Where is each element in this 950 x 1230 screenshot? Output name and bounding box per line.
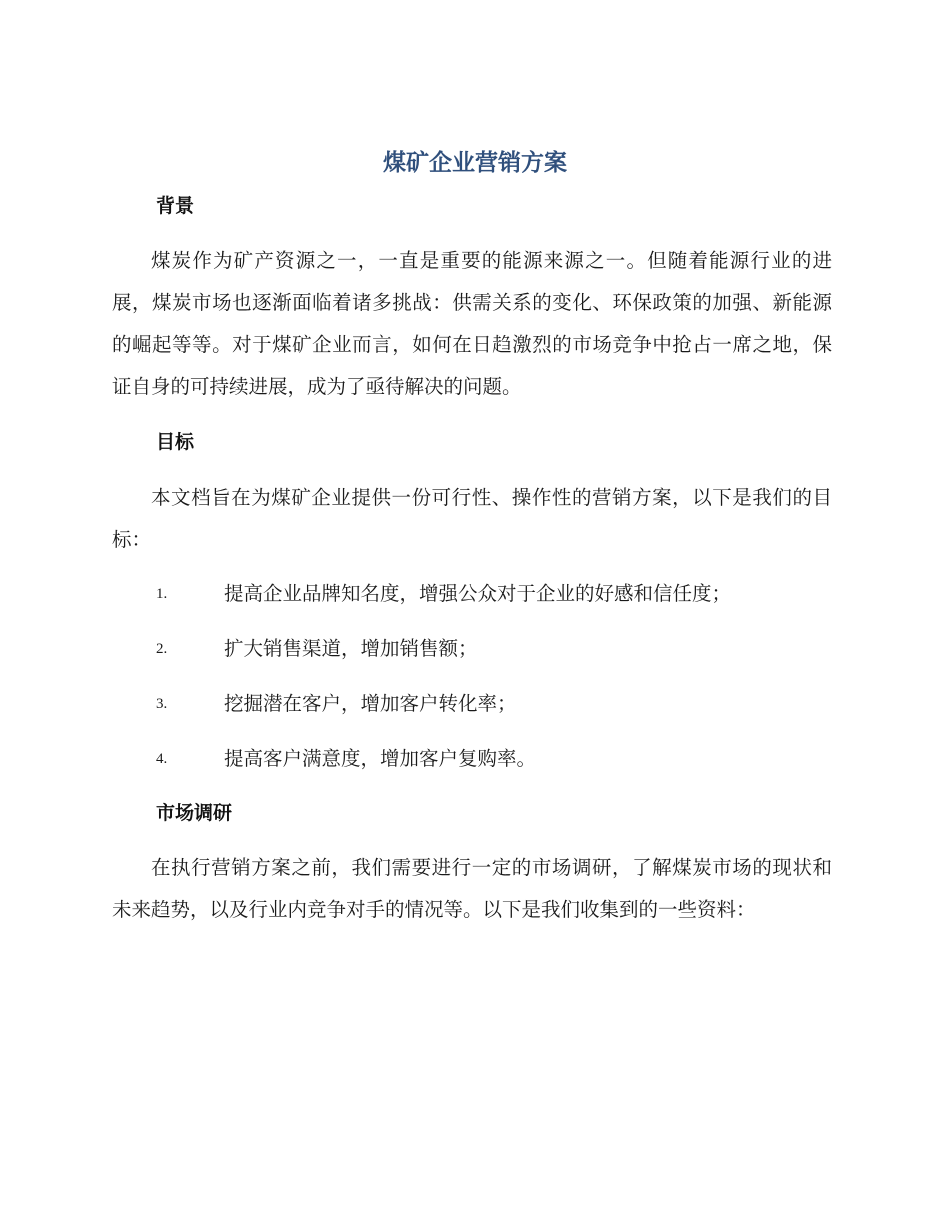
section-paragraph-background: 煤炭作为矿产资源之一，一直是重要的能源来源之一。但随着能源行业的进展，煤炭市场也逐渐面临着诸多挑战：供需关系的变化、环保政策的加强、新能源的崛起等等。对于煤矿企业而言，如何在日趋激烈的市场竞争中抢占一席之地，保证自身的可持续进展，成为了亟待解决的问题。 bbox=[112, 249, 832, 398]
list-item-text: 提高客户满意度，增加客户复购率。 bbox=[224, 747, 537, 770]
list-item-number: 3. bbox=[156, 696, 168, 712]
list-item-text: 挖掘潜在客户，增加客户转化率； bbox=[224, 692, 517, 715]
section-heading-goals: 目标 bbox=[156, 431, 195, 453]
list-item bbox=[156, 634, 836, 664]
list-item bbox=[156, 579, 836, 609]
list-item-number: 1. bbox=[156, 586, 168, 602]
list-item-text: 扩大销售渠道，增加销售额； bbox=[224, 637, 478, 660]
list-item bbox=[156, 689, 836, 719]
list-item-number: 4. bbox=[156, 751, 168, 767]
list-item-number: 2. bbox=[156, 641, 168, 657]
list-item-text: 提高企业品牌知名度，增强公众对于企业的好感和信任度； bbox=[224, 582, 732, 605]
section-heading-background: 背景 bbox=[156, 195, 195, 217]
section-paragraph-market-research: 在执行营销方案之前，我们需要进行一定的市场调研，了解煤炭市场的现状和未来趋势，以及行业内竞争对手的情况等。以下是我们收集到的一些资料： bbox=[112, 856, 832, 921]
document-title: 煤矿企业营销方案 bbox=[383, 150, 567, 176]
section-paragraph-goals: 本文档旨在为煤矿企业提供一份可行性、操作性的营销方案，以下是我们的目标： bbox=[112, 486, 832, 551]
list-item bbox=[156, 744, 836, 774]
section-heading-market-research: 市场调研 bbox=[156, 802, 233, 824]
